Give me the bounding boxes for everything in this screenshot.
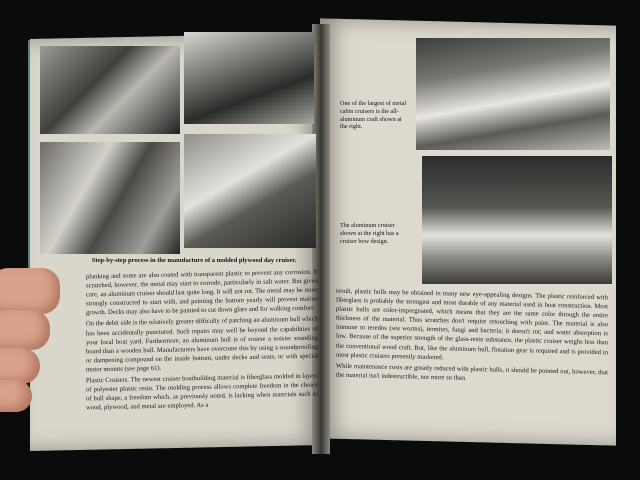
- paragraph: On the debit side is the relatively greater difficulty of patching an aluminum hull which has been accidentally punctured. Such repairs may well be beyond the capabilities of your local boat yard. Furthermore, an aluminum hull is of course a noisier sounding board than a wooden hull. Manufacturers have overcome this by using a soundproofing or dampening compound on the inside bottom, under decks and seats, or with special motor mounts (see page 61).: [86, 316, 318, 374]
- paragraph: While maintenance costs are greatly reduced with plastic hulls, it should be pointed out, however, that the material isn't indestructible, nor more so than: [336, 362, 608, 382]
- caption-plywood-process: Step-by-step process in the manufacture of a molded plywood day cruiser.: [91, 257, 297, 264]
- photo-worker-fitting-plywood: [184, 32, 314, 124]
- caption-cruiser-bow: The aluminum cruiser shown at the right has a cruiser bow design.: [340, 222, 399, 245]
- finger: [0, 268, 60, 314]
- right-page-text: [336, 287, 608, 389]
- caption-aluminum-craft: One of the largest of metal cabin cruisers is the all-aluminum craft shown at the right.: [340, 100, 407, 131]
- paragraph: Plastic Cruisers. The newest cruiser boatbuilding material is fiberglass molded in layers of polyester plastic resin. The molding process allows complete freedom in the choice of hull shape, a freedom which, as previously noted, is lacking when materials such as wood, plywood, and metal are employed. As a: [86, 372, 318, 412]
- photo-aluminum-cabin-cruiser: [416, 38, 610, 150]
- photo-hull-frame-assembly: [40, 142, 180, 254]
- photo-workers-finishing-hull: [184, 134, 316, 248]
- photo-aluminum-cruiser-on-water: [422, 156, 612, 284]
- finger: [0, 380, 32, 412]
- paragraph: result, plastic hulls may be obtained in many new eye-appealing designs. The plastic reinforced with fiberglass is probably the strongest and most durable of any material used in boat construction. Most plastic hulls are color-impregnated, which means that they are the same color through the entire thickness of the material. Thus scratches don't require retouching with paint. The material is also immune to teredos (sea worms), termites, fungi and bacteria; it doesn't rot; and water absorption is low. Because of the superior strength of the glass-resin substance, the plastic cruiser weighs less than the conventional wood craft. But, like the aluminum hull, flotation gear is required and is provided in most plastic cruisers presently marketed.: [336, 287, 608, 361]
- left-page-text: [86, 268, 318, 415]
- finger: [0, 310, 50, 350]
- finger: [0, 348, 40, 384]
- photo-boat-hull-upside-down: [40, 46, 180, 134]
- hand-holding-book: [0, 268, 70, 418]
- paragraph: planking and some are also coated with transparent plastic to prevent any corrosion. If scratched, however, the metal may start to corrode, particularly in salt water. But given care, an aluminum cruiser should last quite long. It will not rot. The metal may be more strongly constructed to start with, and painting the bottom yearly will prevent marine growth. Decks may also have to be painted to cut down glare and for walking comfort.: [86, 268, 318, 317]
